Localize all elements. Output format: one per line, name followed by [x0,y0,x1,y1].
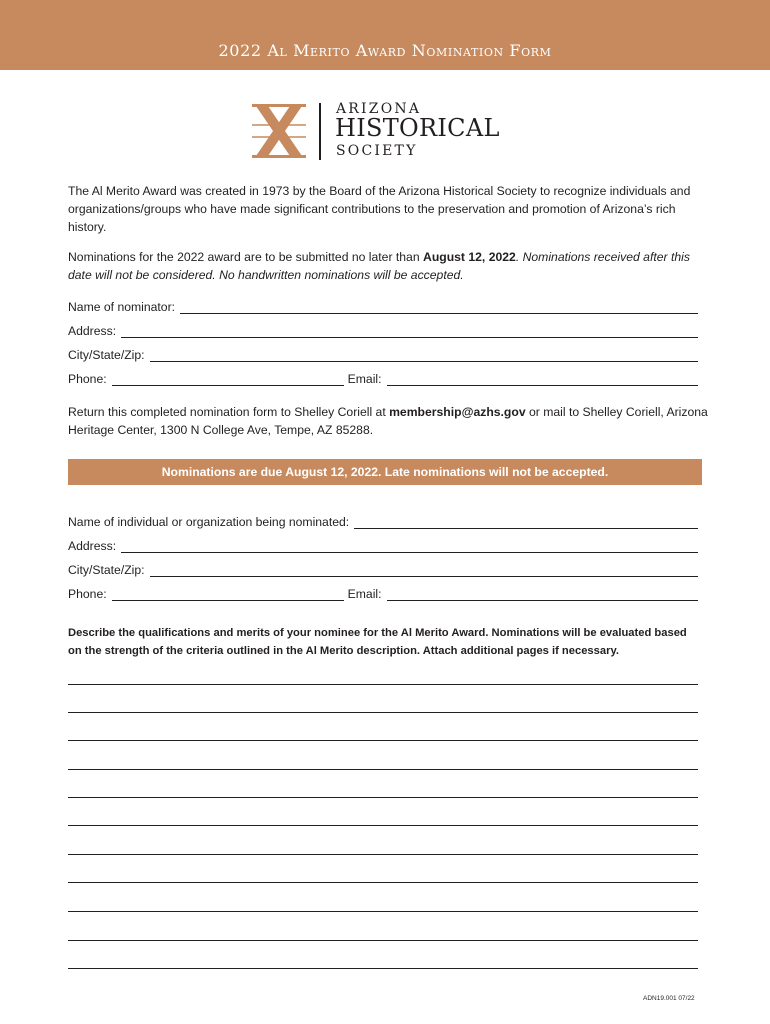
return-lead: Return this completed nomination form to Shelley Coriell at [68,405,390,419]
nominator-city-row [68,344,698,362]
description-line[interactable] [68,940,698,941]
nominator-city-label: City/State/Zip: [68,348,145,362]
nominator-address-field[interactable] [121,324,698,338]
nominee-name-row [68,511,698,529]
nominator-contact-row [68,368,698,386]
nominator-email-label: Email: [347,372,382,386]
return-paragraph [68,403,708,439]
arizona-historical-society-logo [252,100,522,162]
header-banner [0,0,770,70]
nominee-name-field[interactable] [354,515,698,529]
nominee-contact-row [68,583,698,601]
description-line[interactable] [68,882,698,883]
description-line[interactable] [68,854,698,855]
description-line[interactable] [68,911,698,912]
form-code: ADN19.001 07/22 [643,995,695,1002]
logo-line-society: SOCIETY [336,143,418,159]
return-tail: or mail to Shelley Coriell, Arizona Heritage Center, 1300 N College Ave, Tempe, AZ 85288. [68,405,708,437]
deadline-notice-banner: Nominations are due August 12, 2022. Late nominations will not be accepted. [68,459,702,485]
description-line[interactable] [68,712,698,713]
deadline-date: August 12, 2022 [423,250,516,264]
form-title: 2022 Al Merito Award Nomination Form [218,41,552,60]
nominee-email-label: Email: [347,587,382,601]
nominator-name-field[interactable] [180,300,698,314]
logo-line-historical: HISTORICAL [335,114,500,142]
description-line[interactable] [68,769,698,770]
deadline-paragraph [68,248,708,284]
nominee-name-label: Name of individual or organization being nominated: [68,515,350,529]
logo-line-arizona: ARIZONA [336,101,422,117]
deadline-note: . Nominations received after this date will not be considered. No handwritten nominations will be accepted. [68,250,690,282]
description-line[interactable] [68,684,698,685]
nominator-email-field[interactable] [387,372,698,386]
nominee-email-field[interactable] [387,587,698,601]
deadline-lead: Nominations for the 2022 award are to be submitted no later than [68,250,424,264]
nominee-phone-field[interactable] [112,587,344,601]
nominator-address-label: Address: [68,324,117,338]
description-line[interactable] [68,825,698,826]
nominator-name-label: Name of nominator: [68,300,176,314]
description-line[interactable] [68,797,698,798]
nominator-address-row [68,320,698,338]
nominee-phone-label: Phone: [68,587,107,601]
describe-instructions: Describe the qualifications and merits of your nominee for the Al Merito Award. Nominations will be evaluated based on the strength of the criteria outlined in the Al Merito description. Attach additional pages if necessary. [68,627,687,657]
intro-paragraph: The Al Merito Award was created in 1973 by the Board of the Arizona Historical Society to recognize individuals and organizations/groups who have made significant contributions to the preservation and promotion of Arizona’s rich history. [68,184,691,234]
nominee-city-field[interactable] [150,563,698,577]
nominator-phone-label: Phone: [68,372,107,386]
x-monogram-icon [252,104,306,158]
nominee-city-row [68,559,698,577]
nominee-address-field[interactable] [121,539,698,553]
nominee-city-label: City/State/Zip: [68,563,145,577]
nominator-name-row [68,296,698,314]
description-line[interactable] [68,740,698,741]
description-line[interactable] [68,968,698,969]
nominator-phone-field[interactable] [112,372,344,386]
return-email-link[interactable]: membership@azhs.gov [389,405,526,419]
nominee-address-row [68,535,698,553]
logo-divider [319,103,321,160]
nominator-city-field[interactable] [150,348,698,362]
nominee-address-label: Address: [68,539,117,553]
